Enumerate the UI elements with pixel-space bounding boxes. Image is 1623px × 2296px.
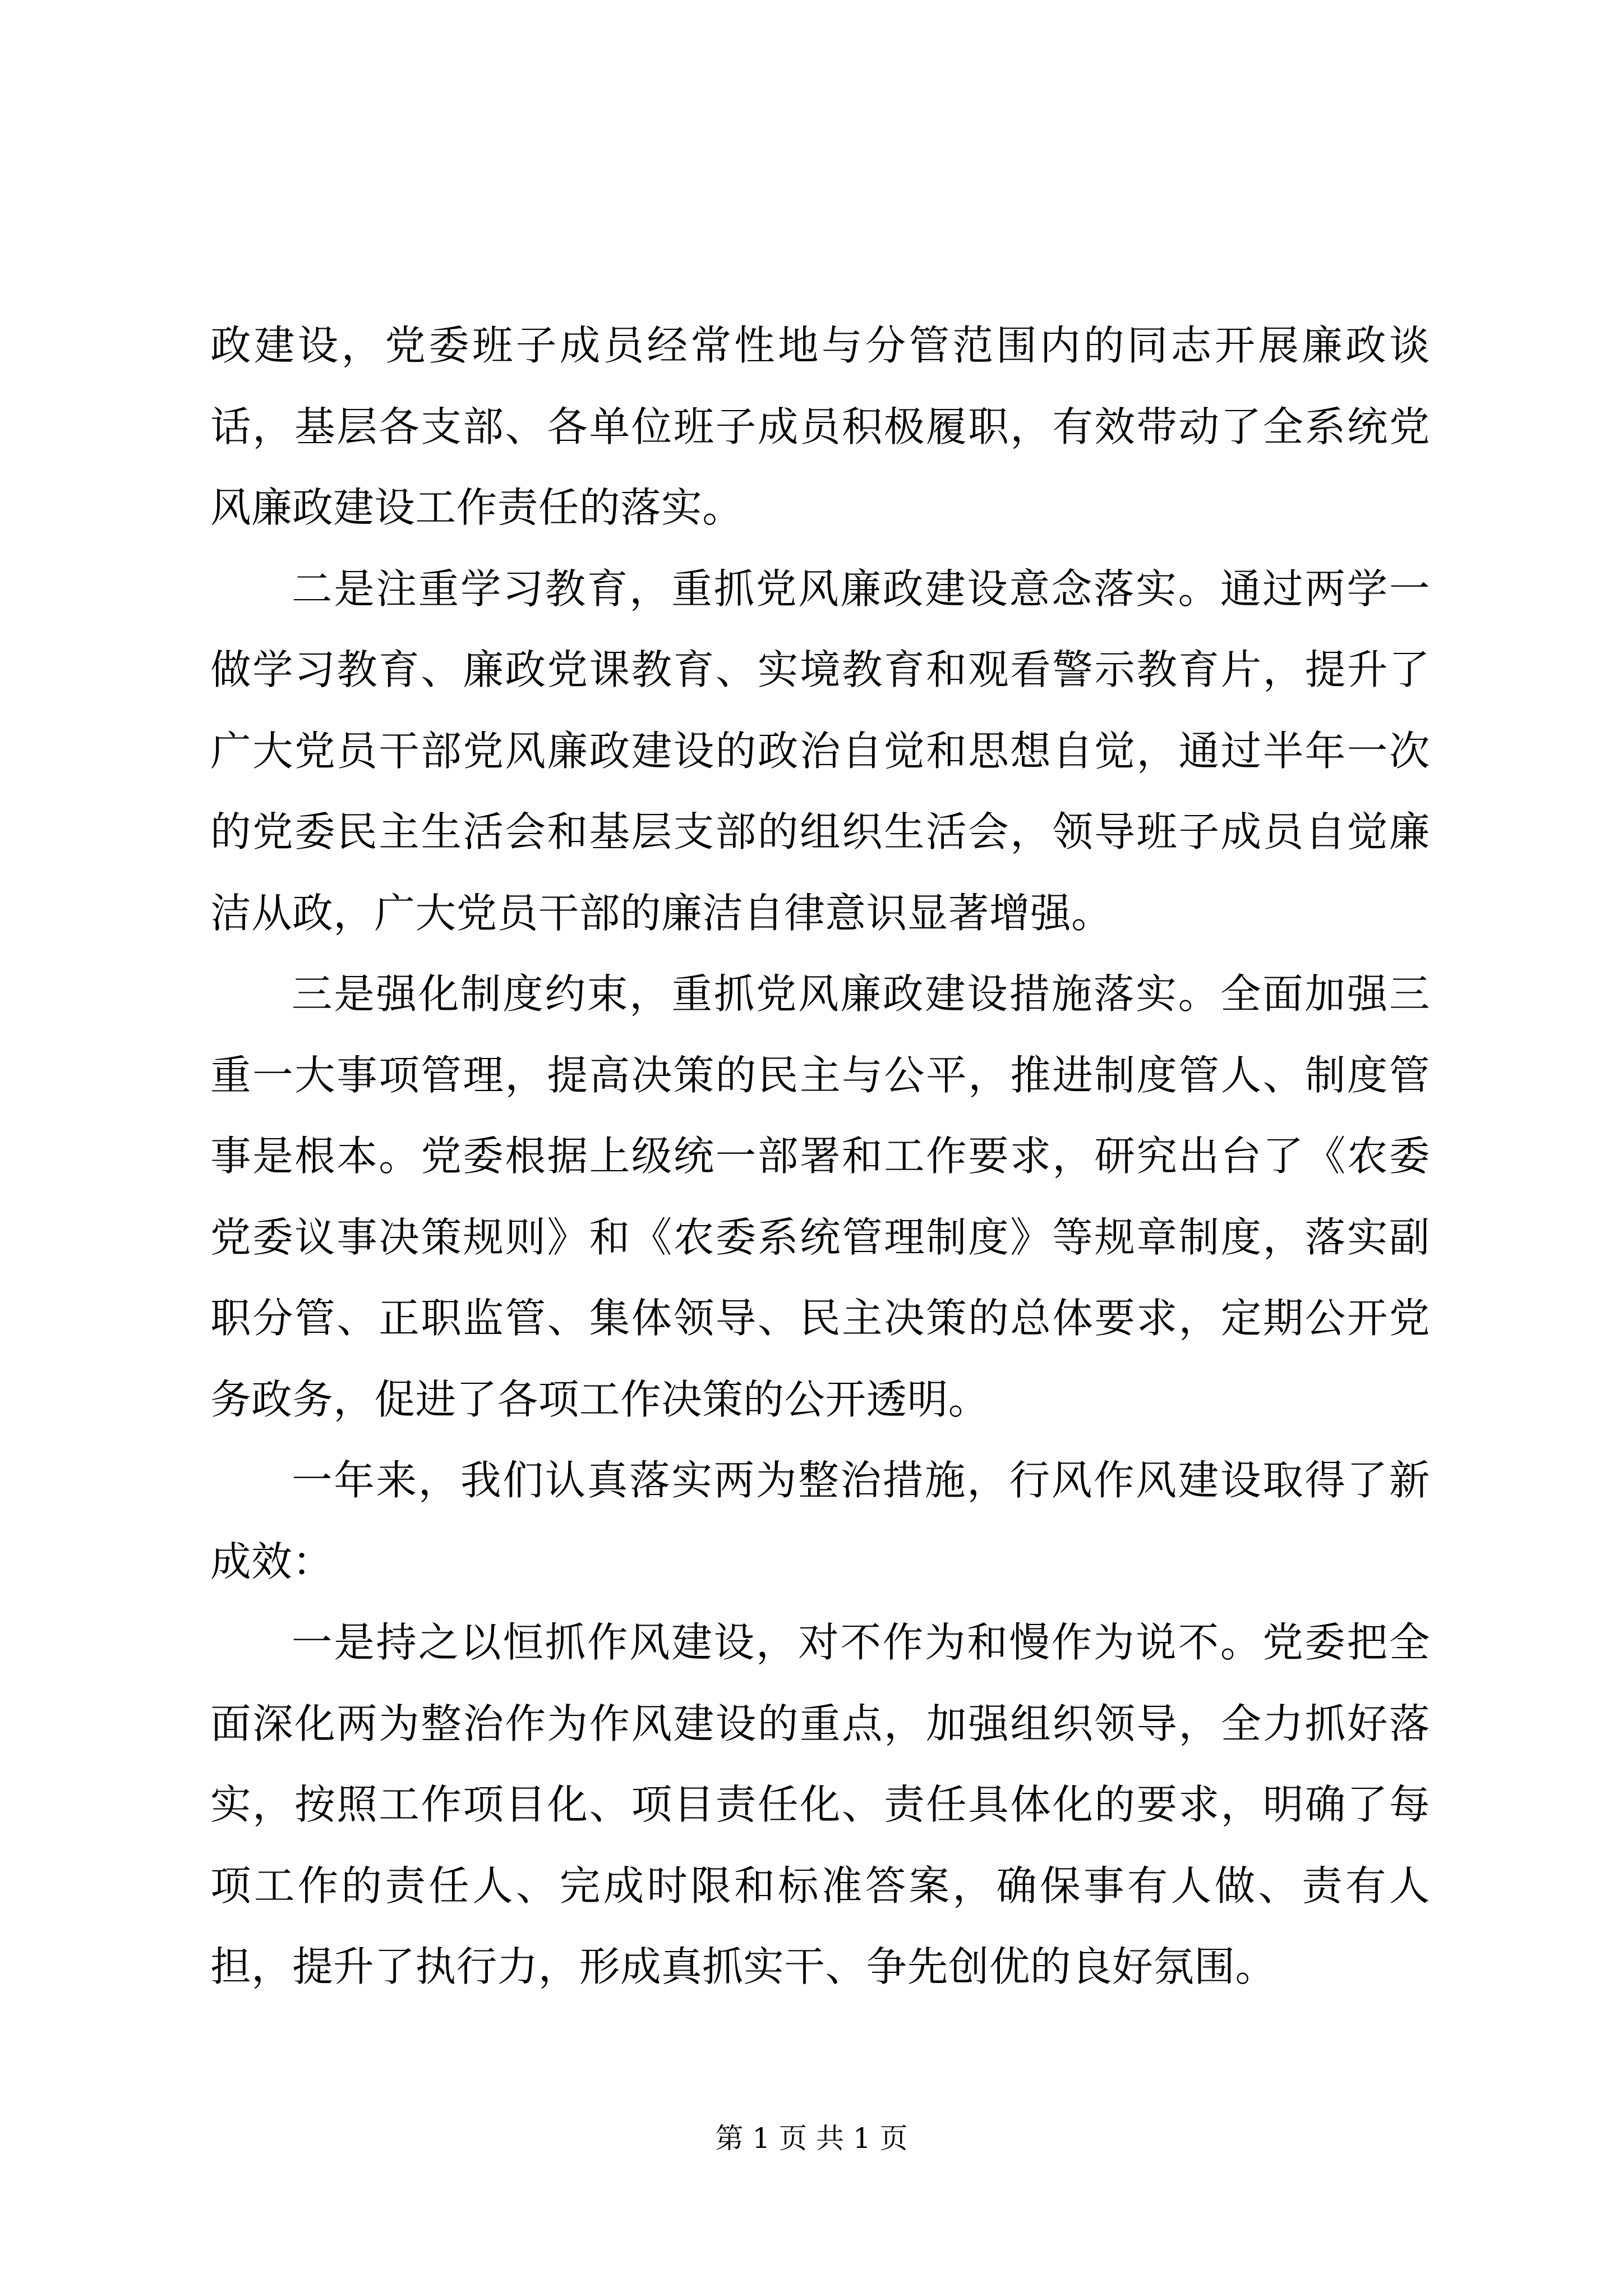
document-body	[210, 306, 1430, 2008]
paragraph-continuation: 政建设，党委班子成员经常性地与分管范围内的同志开展廉政谈话，基层各支部、各单位班子成员积极履职，有效带动了全系统党风廉政建设工作责任的落实。	[210, 323, 1430, 532]
paragraph-work-style: 一是持之以恒抓作风建设，对不作为和慢作为说不。党委把全面深化两为整治作为作风建设的重点，加强组织领导，全力抓好落实，按照工作项目化、项目责任化、责任具体化的要求，明确了每项工作的责任人、完成时限和标准答案，确保事有人做、责有人担，提升了执行力，形成真抓实干、争先创优的良好氛围。	[210, 1619, 1430, 1991]
paragraph-system-constraints: 三是强化制度约束，重抓党风廉政建设措施落实。全面加强三重一大事项管理，提高决策的民主与公平，推进制度管人、制度管事是根本。党委根据上级统一部署和工作要求，研究出台了《农委党委议事决策规则》和《农委系统管理制度》等规章制度，落实副职分管、正职监管、集体领导、民主决策的总体要求，定期公开党务政务，促进了各项工作决策的公开透明。	[210, 971, 1430, 1424]
paragraph-study-education: 二是注重学习教育，重抓党风廉政建设意念落实。通过两学一做学习教育、廉政党课教育、实境教育和观看警示教育片，提升了广大党员干部党风廉政建设的政治自觉和思想自觉，通过半年一次的党委民主生活会和基层支部的组织生活会，领导班子成员自觉廉洁从政，广大党员干部的廉洁自律意识显著增强。	[210, 565, 1430, 937]
paragraph-year-summary: 一年来，我们认真落实两为整治措施，行风作风建设取得了新成效：	[210, 1457, 1430, 1586]
page-footer: 第 1 页 共 1 页	[715, 2122, 908, 2155]
